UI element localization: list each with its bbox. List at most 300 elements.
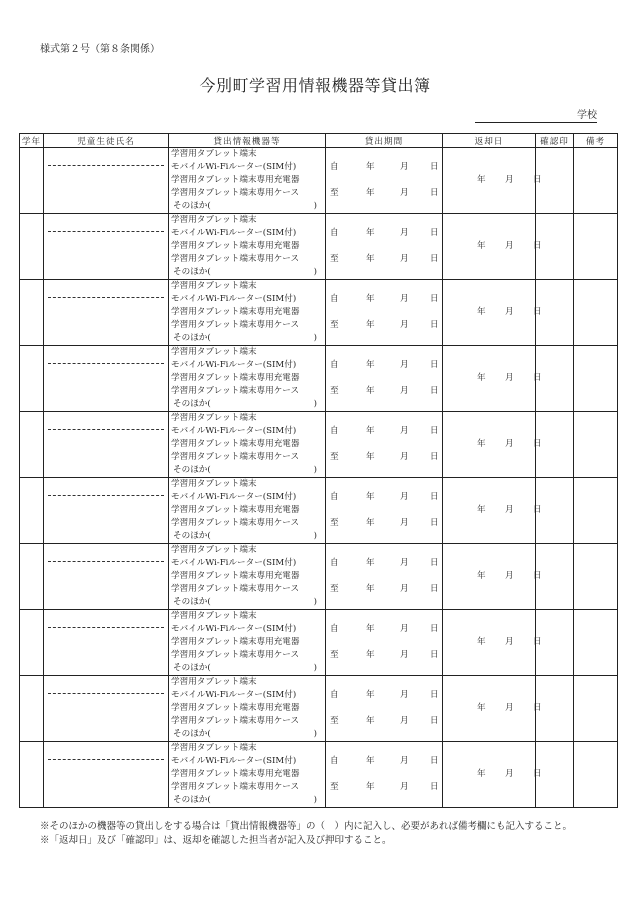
remarks-cell[interactable] bbox=[574, 148, 618, 214]
month-label: 月 bbox=[400, 320, 409, 330]
period-from-label: 自 bbox=[330, 690, 339, 700]
year-label: 年 bbox=[366, 228, 375, 238]
day-label: 日 bbox=[533, 703, 542, 713]
student-name-cell[interactable] bbox=[44, 544, 169, 610]
month-label: 月 bbox=[400, 360, 409, 370]
equipment-charger[interactable]: 学習用タブレット端末専用充電器 bbox=[171, 703, 300, 713]
day-label: 日 bbox=[430, 386, 439, 396]
return-date-cell[interactable] bbox=[443, 214, 542, 280]
period-cell[interactable] bbox=[326, 676, 443, 742]
year-label: 年 bbox=[366, 690, 375, 700]
period-to-label: 至 bbox=[330, 650, 339, 660]
equipment-cell bbox=[169, 478, 326, 544]
equipment-case[interactable]: 学習用タブレット端末専用ケース bbox=[171, 584, 300, 594]
equipment-case[interactable]: 学習用タブレット端末専用ケース bbox=[171, 716, 300, 726]
table-row bbox=[20, 676, 618, 742]
period-cell[interactable] bbox=[326, 214, 443, 280]
student-name-cell[interactable] bbox=[44, 280, 169, 346]
period-cell[interactable] bbox=[326, 544, 443, 610]
other-open-label: そのほか( bbox=[173, 597, 211, 607]
month-label: 月 bbox=[400, 782, 409, 792]
period-cell[interactable] bbox=[326, 610, 443, 676]
year-label: 年 bbox=[366, 426, 375, 436]
period-to-line bbox=[326, 451, 442, 464]
period-cell[interactable] bbox=[326, 478, 443, 544]
equipment-wifi-router[interactable]: モバイルWi-Fiルーター(SIM付) bbox=[171, 294, 297, 304]
day-label: 日 bbox=[533, 505, 542, 515]
remarks-cell[interactable] bbox=[574, 346, 618, 412]
return-date-cell[interactable] bbox=[443, 610, 542, 676]
equipment-other[interactable] bbox=[169, 200, 325, 213]
period-from-label: 自 bbox=[330, 426, 339, 436]
day-label: 日 bbox=[533, 175, 542, 185]
year-label: 年 bbox=[366, 320, 375, 330]
period-to-line bbox=[326, 385, 442, 398]
equipment-other[interactable] bbox=[169, 332, 325, 345]
note-return-confirmation: ※「返却日」及び「確認印」は、返却を確認した担当者が記入及び押印すること。 bbox=[40, 835, 392, 846]
period-from-line bbox=[326, 227, 442, 240]
remarks-cell[interactable] bbox=[574, 478, 618, 544]
return-date-line bbox=[443, 636, 542, 649]
year-label: 年 bbox=[366, 452, 375, 462]
period-to-label: 至 bbox=[330, 782, 339, 792]
equipment-tablet[interactable]: 学習用タブレット端末 bbox=[171, 611, 257, 621]
day-label: 日 bbox=[430, 756, 439, 766]
period-to-label: 至 bbox=[330, 716, 339, 726]
equipment-cell bbox=[169, 412, 326, 478]
month-label: 月 bbox=[400, 690, 409, 700]
period-from-label: 自 bbox=[330, 294, 339, 304]
table-row bbox=[20, 148, 618, 214]
form-number: 様式第２号（第８条関係） bbox=[40, 44, 160, 55]
equipment-tablet[interactable]: 学習用タブレット端末 bbox=[171, 347, 257, 357]
day-label: 日 bbox=[430, 782, 439, 792]
day-label: 日 bbox=[430, 518, 439, 528]
period-from-label: 自 bbox=[330, 360, 339, 370]
equipment-tablet[interactable]: 学習用タブレット端末 bbox=[171, 743, 257, 753]
equipment-wifi-router[interactable]: モバイルWi-Fiルーター(SIM付) bbox=[171, 426, 297, 436]
other-close-label: ) bbox=[313, 399, 317, 409]
period-from-line bbox=[326, 755, 442, 768]
student-name-cell[interactable] bbox=[44, 346, 169, 412]
header-grade: 学年 bbox=[20, 134, 44, 148]
note-other-equipment: ※そのほかの機器等の貸出しをする場合は「貸出情報機器等」の（ ）内に記入し、必要があれば備考欄にも記入すること。 bbox=[40, 821, 573, 832]
other-open-label: そのほか( bbox=[173, 531, 211, 541]
student-name-cell[interactable] bbox=[44, 742, 169, 808]
year-label: 年 bbox=[366, 518, 375, 528]
equipment-charger[interactable]: 学習用タブレット端末専用充電器 bbox=[171, 373, 300, 383]
return-date-line bbox=[443, 306, 542, 319]
month-label: 月 bbox=[400, 716, 409, 726]
furigana-divider bbox=[48, 297, 164, 298]
year-label: 年 bbox=[477, 703, 486, 713]
table-row bbox=[20, 280, 618, 346]
remarks-cell[interactable] bbox=[574, 544, 618, 610]
grade-cell[interactable] bbox=[20, 676, 44, 742]
return-date-line bbox=[443, 240, 542, 253]
period-to-label: 至 bbox=[330, 452, 339, 462]
year-label: 年 bbox=[477, 637, 486, 647]
grade-cell[interactable] bbox=[20, 412, 44, 478]
period-to-label: 至 bbox=[330, 584, 339, 594]
equipment-charger[interactable]: 学習用タブレット端末専用充電器 bbox=[171, 505, 300, 515]
day-label: 日 bbox=[533, 373, 542, 383]
remarks-cell[interactable] bbox=[574, 280, 618, 346]
equipment-tablet[interactable]: 学習用タブレット端末 bbox=[171, 215, 257, 225]
table-row bbox=[20, 742, 618, 808]
period-from-line bbox=[326, 557, 442, 570]
day-label: 日 bbox=[533, 439, 542, 449]
table-row bbox=[20, 412, 618, 478]
other-close-label: ) bbox=[313, 333, 317, 343]
remarks-cell[interactable] bbox=[574, 610, 618, 676]
other-close-label: ) bbox=[313, 201, 317, 211]
furigana-divider bbox=[48, 165, 164, 166]
period-cell[interactable] bbox=[326, 280, 443, 346]
equipment-charger[interactable]: 学習用タブレット端末専用充電器 bbox=[171, 439, 300, 449]
period-from-line bbox=[326, 425, 442, 438]
day-label: 日 bbox=[430, 162, 439, 172]
other-close-label: ) bbox=[313, 531, 317, 541]
return-date-cell[interactable] bbox=[443, 478, 542, 544]
month-label: 月 bbox=[400, 492, 409, 502]
equipment-tablet[interactable]: 学習用タブレット端末 bbox=[171, 413, 257, 423]
remarks-cell[interactable] bbox=[574, 676, 618, 742]
other-open-label: そのほか( bbox=[173, 663, 211, 673]
table-row bbox=[20, 544, 618, 610]
furigana-divider bbox=[48, 231, 164, 232]
notes bbox=[40, 820, 605, 848]
furigana-divider bbox=[48, 495, 164, 496]
equipment-other[interactable] bbox=[169, 266, 325, 279]
equipment-case[interactable]: 学習用タブレット端末専用ケース bbox=[171, 782, 300, 792]
period-to-label: 至 bbox=[330, 188, 339, 198]
equipment-cell bbox=[169, 214, 326, 280]
other-open-label: そのほか( bbox=[173, 267, 211, 277]
equipment-case[interactable]: 学習用タブレット端末専用ケース bbox=[171, 518, 300, 528]
school-label: 学校 bbox=[577, 110, 597, 121]
equipment-cell bbox=[169, 544, 326, 610]
period-to-label: 至 bbox=[330, 386, 339, 396]
year-label: 年 bbox=[477, 175, 486, 185]
period-cell[interactable] bbox=[326, 346, 443, 412]
day-label: 日 bbox=[430, 360, 439, 370]
month-label: 月 bbox=[400, 254, 409, 264]
return-date-cell[interactable] bbox=[443, 412, 542, 478]
period-from-label: 自 bbox=[330, 756, 339, 766]
equipment-wifi-router[interactable]: モバイルWi-Fiルーター(SIM付) bbox=[171, 690, 297, 700]
table-row bbox=[20, 610, 618, 676]
equipment-tablet[interactable]: 学習用タブレット端末 bbox=[171, 479, 257, 489]
equipment-other[interactable] bbox=[169, 398, 325, 411]
student-name-cell[interactable] bbox=[44, 478, 169, 544]
month-label: 月 bbox=[505, 505, 514, 515]
equipment-case[interactable]: 学習用タブレット端末専用ケース bbox=[171, 188, 300, 198]
furigana-divider bbox=[48, 363, 164, 364]
month-label: 月 bbox=[400, 650, 409, 660]
header-remarks: 備考 bbox=[574, 134, 618, 148]
header-row bbox=[20, 134, 618, 148]
equipment-cell bbox=[169, 742, 326, 808]
other-close-label: ) bbox=[313, 465, 317, 475]
period-from-line bbox=[326, 491, 442, 504]
period-from-label: 自 bbox=[330, 492, 339, 502]
year-label: 年 bbox=[366, 624, 375, 634]
equipment-wifi-router[interactable]: モバイルWi-Fiルーター(SIM付) bbox=[171, 558, 297, 568]
furigana-divider bbox=[48, 627, 164, 628]
year-label: 年 bbox=[366, 782, 375, 792]
other-open-label: そのほか( bbox=[173, 399, 211, 409]
grade-cell[interactable] bbox=[20, 544, 44, 610]
month-label: 月 bbox=[505, 703, 514, 713]
month-label: 月 bbox=[505, 307, 514, 317]
period-from-label: 自 bbox=[330, 162, 339, 172]
day-label: 日 bbox=[430, 294, 439, 304]
month-label: 月 bbox=[505, 175, 514, 185]
period-to-line bbox=[326, 583, 442, 596]
other-close-label: ) bbox=[313, 795, 317, 805]
period-to-line bbox=[326, 781, 442, 794]
month-label: 月 bbox=[400, 558, 409, 568]
year-label: 年 bbox=[366, 386, 375, 396]
header-confirm-stamp: 確認印 bbox=[536, 134, 574, 148]
month-label: 月 bbox=[400, 756, 409, 766]
return-date-line bbox=[443, 768, 542, 781]
grade-cell[interactable] bbox=[20, 610, 44, 676]
month-label: 月 bbox=[505, 241, 514, 251]
month-label: 月 bbox=[400, 294, 409, 304]
year-label: 年 bbox=[477, 769, 486, 779]
furigana-divider bbox=[48, 429, 164, 430]
return-date-line bbox=[443, 372, 542, 385]
month-label: 月 bbox=[400, 518, 409, 528]
school-field[interactable] bbox=[475, 110, 597, 123]
student-name-cell[interactable] bbox=[44, 214, 169, 280]
equipment-other[interactable] bbox=[169, 728, 325, 741]
grade-cell[interactable] bbox=[20, 742, 44, 808]
other-close-label: ) bbox=[313, 729, 317, 739]
day-label: 日 bbox=[533, 769, 542, 779]
month-label: 月 bbox=[505, 439, 514, 449]
year-label: 年 bbox=[477, 307, 486, 317]
other-open-label: そのほか( bbox=[173, 333, 211, 343]
period-from-label: 自 bbox=[330, 228, 339, 238]
remarks-cell[interactable] bbox=[574, 742, 618, 808]
remarks-cell[interactable] bbox=[574, 214, 618, 280]
other-open-label: そのほか( bbox=[173, 795, 211, 805]
equipment-other[interactable] bbox=[169, 464, 325, 477]
period-cell[interactable] bbox=[326, 412, 443, 478]
other-close-label: ) bbox=[313, 663, 317, 673]
day-label: 日 bbox=[430, 188, 439, 198]
equipment-charger[interactable]: 学習用タブレット端末専用充電器 bbox=[171, 307, 300, 317]
other-open-label: そのほか( bbox=[173, 465, 211, 475]
period-from-label: 自 bbox=[330, 558, 339, 568]
month-label: 月 bbox=[400, 162, 409, 172]
return-date-line bbox=[443, 174, 542, 187]
year-label: 年 bbox=[477, 373, 486, 383]
month-label: 月 bbox=[400, 188, 409, 198]
equipment-charger[interactable]: 学習用タブレット端末専用充電器 bbox=[171, 241, 300, 251]
furigana-divider bbox=[48, 693, 164, 694]
grade-cell[interactable] bbox=[20, 280, 44, 346]
year-label: 年 bbox=[366, 492, 375, 502]
period-from-line bbox=[326, 623, 442, 636]
header-student-name: 児童生徒氏名 bbox=[44, 134, 169, 148]
equipment-case[interactable]: 学習用タブレット端末専用ケース bbox=[171, 386, 300, 396]
return-date-line bbox=[443, 570, 542, 583]
month-label: 月 bbox=[400, 386, 409, 396]
equipment-other[interactable] bbox=[169, 794, 325, 807]
return-date-line bbox=[443, 438, 542, 451]
year-label: 年 bbox=[366, 756, 375, 766]
year-label: 年 bbox=[366, 254, 375, 264]
equipment-other[interactable] bbox=[169, 596, 325, 609]
other-close-label: ) bbox=[313, 597, 317, 607]
equipment-charger[interactable]: 学習用タブレット端末専用充電器 bbox=[171, 175, 300, 185]
equipment-tablet[interactable]: 学習用タブレット端末 bbox=[171, 545, 257, 555]
grade-cell[interactable] bbox=[20, 214, 44, 280]
equipment-other[interactable] bbox=[169, 530, 325, 543]
day-label: 日 bbox=[533, 571, 542, 581]
equipment-cell bbox=[169, 280, 326, 346]
month-label: 月 bbox=[400, 452, 409, 462]
equipment-charger[interactable]: 学習用タブレット端末専用充電器 bbox=[171, 769, 300, 779]
student-name-cell[interactable] bbox=[44, 610, 169, 676]
furigana-divider bbox=[48, 561, 164, 562]
equipment-wifi-router[interactable]: モバイルWi-Fiルーター(SIM付) bbox=[171, 228, 297, 238]
year-label: 年 bbox=[366, 360, 375, 370]
header-equipment: 貸出情報機器等 bbox=[169, 134, 326, 148]
table-row bbox=[20, 346, 618, 412]
period-to-line bbox=[326, 319, 442, 332]
day-label: 日 bbox=[430, 426, 439, 436]
period-to-label: 至 bbox=[330, 320, 339, 330]
student-name-cell[interactable] bbox=[44, 148, 169, 214]
period-to-label: 至 bbox=[330, 518, 339, 528]
day-label: 日 bbox=[430, 254, 439, 264]
return-date-cell[interactable] bbox=[443, 148, 542, 214]
day-label: 日 bbox=[430, 584, 439, 594]
period-to-line bbox=[326, 253, 442, 266]
month-label: 月 bbox=[505, 769, 514, 779]
student-name-cell[interactable] bbox=[44, 676, 169, 742]
month-label: 月 bbox=[505, 373, 514, 383]
grade-cell[interactable] bbox=[20, 478, 44, 544]
equipment-wifi-router[interactable]: モバイルWi-Fiルーター(SIM付) bbox=[171, 360, 297, 370]
equipment-case[interactable]: 学習用タブレット端末専用ケース bbox=[171, 320, 300, 330]
period-to-line bbox=[326, 517, 442, 530]
equipment-wifi-router[interactable]: モバイルWi-Fiルーター(SIM付) bbox=[171, 162, 297, 172]
period-to-line bbox=[326, 187, 442, 200]
equipment-charger[interactable]: 学習用タブレット端末専用充電器 bbox=[171, 571, 300, 581]
equipment-cell bbox=[169, 346, 326, 412]
other-open-label: そのほか( bbox=[173, 729, 211, 739]
equipment-cell bbox=[169, 148, 326, 214]
grade-cell[interactable] bbox=[20, 148, 44, 214]
day-label: 日 bbox=[533, 637, 542, 647]
year-label: 年 bbox=[366, 584, 375, 594]
month-label: 月 bbox=[400, 426, 409, 436]
grade-cell[interactable] bbox=[20, 346, 44, 412]
equipment-case[interactable]: 学習用タブレット端末専用ケース bbox=[171, 452, 300, 462]
day-label: 日 bbox=[430, 452, 439, 462]
equipment-cell bbox=[169, 676, 326, 742]
year-label: 年 bbox=[366, 558, 375, 568]
period-from-label: 自 bbox=[330, 624, 339, 634]
day-label: 日 bbox=[430, 558, 439, 568]
month-label: 月 bbox=[400, 228, 409, 238]
period-from-line bbox=[326, 359, 442, 372]
return-date-cell[interactable] bbox=[443, 544, 542, 610]
month-label: 月 bbox=[400, 624, 409, 634]
equipment-tablet[interactable]: 学習用タブレット端末 bbox=[171, 149, 257, 159]
month-label: 月 bbox=[505, 571, 514, 581]
table-row bbox=[20, 214, 618, 280]
day-label: 日 bbox=[430, 690, 439, 700]
period-from-line bbox=[326, 689, 442, 702]
return-date-line bbox=[443, 702, 542, 715]
period-to-line bbox=[326, 715, 442, 728]
year-label: 年 bbox=[477, 505, 486, 515]
period-from-line bbox=[326, 293, 442, 306]
year-label: 年 bbox=[477, 571, 486, 581]
equipment-case[interactable]: 学習用タブレット端末専用ケース bbox=[171, 254, 300, 264]
document-title: 今別町学習用情報機器等貸出簿 bbox=[199, 76, 431, 95]
month-label: 月 bbox=[400, 584, 409, 594]
period-to-label: 至 bbox=[330, 254, 339, 264]
day-label: 日 bbox=[533, 241, 542, 251]
return-date-cell[interactable] bbox=[443, 280, 542, 346]
table-row bbox=[20, 478, 618, 544]
year-label: 年 bbox=[366, 162, 375, 172]
day-label: 日 bbox=[430, 650, 439, 660]
return-date-line bbox=[443, 504, 542, 517]
year-label: 年 bbox=[366, 716, 375, 726]
loan-ledger-table bbox=[19, 133, 618, 808]
equipment-wifi-router[interactable]: モバイルWi-Fiルーター(SIM付) bbox=[171, 624, 297, 634]
equipment-tablet[interactable]: 学習用タブレット端末 bbox=[171, 281, 257, 291]
equipment-cell bbox=[169, 610, 326, 676]
equipment-wifi-router[interactable]: モバイルWi-Fiルーター(SIM付) bbox=[171, 756, 297, 766]
equipment-other[interactable] bbox=[169, 662, 325, 675]
equipment-wifi-router[interactable]: モバイルWi-Fiルーター(SIM付) bbox=[171, 492, 297, 502]
return-date-cell[interactable] bbox=[443, 676, 542, 742]
other-close-label: ) bbox=[313, 267, 317, 277]
period-to-line bbox=[326, 649, 442, 662]
student-name-cell[interactable] bbox=[44, 412, 169, 478]
equipment-charger[interactable]: 学習用タブレット端末専用充電器 bbox=[171, 637, 300, 647]
remarks-cell[interactable] bbox=[574, 412, 618, 478]
year-label: 年 bbox=[477, 439, 486, 449]
period-cell[interactable] bbox=[326, 742, 443, 808]
year-label: 年 bbox=[366, 294, 375, 304]
year-label: 年 bbox=[366, 650, 375, 660]
day-label: 日 bbox=[430, 492, 439, 502]
day-label: 日 bbox=[430, 624, 439, 634]
day-label: 日 bbox=[430, 716, 439, 726]
day-label: 日 bbox=[430, 228, 439, 238]
return-date-cell[interactable] bbox=[443, 346, 542, 412]
other-open-label: そのほか( bbox=[173, 201, 211, 211]
header-period: 貸出期間 bbox=[326, 134, 443, 148]
month-label: 月 bbox=[505, 637, 514, 647]
equipment-tablet[interactable]: 学習用タブレット端末 bbox=[171, 677, 257, 687]
period-cell[interactable] bbox=[326, 148, 443, 214]
equipment-case[interactable]: 学習用タブレット端末専用ケース bbox=[171, 650, 300, 660]
return-date-cell[interactable] bbox=[443, 742, 542, 808]
year-label: 年 bbox=[366, 188, 375, 198]
